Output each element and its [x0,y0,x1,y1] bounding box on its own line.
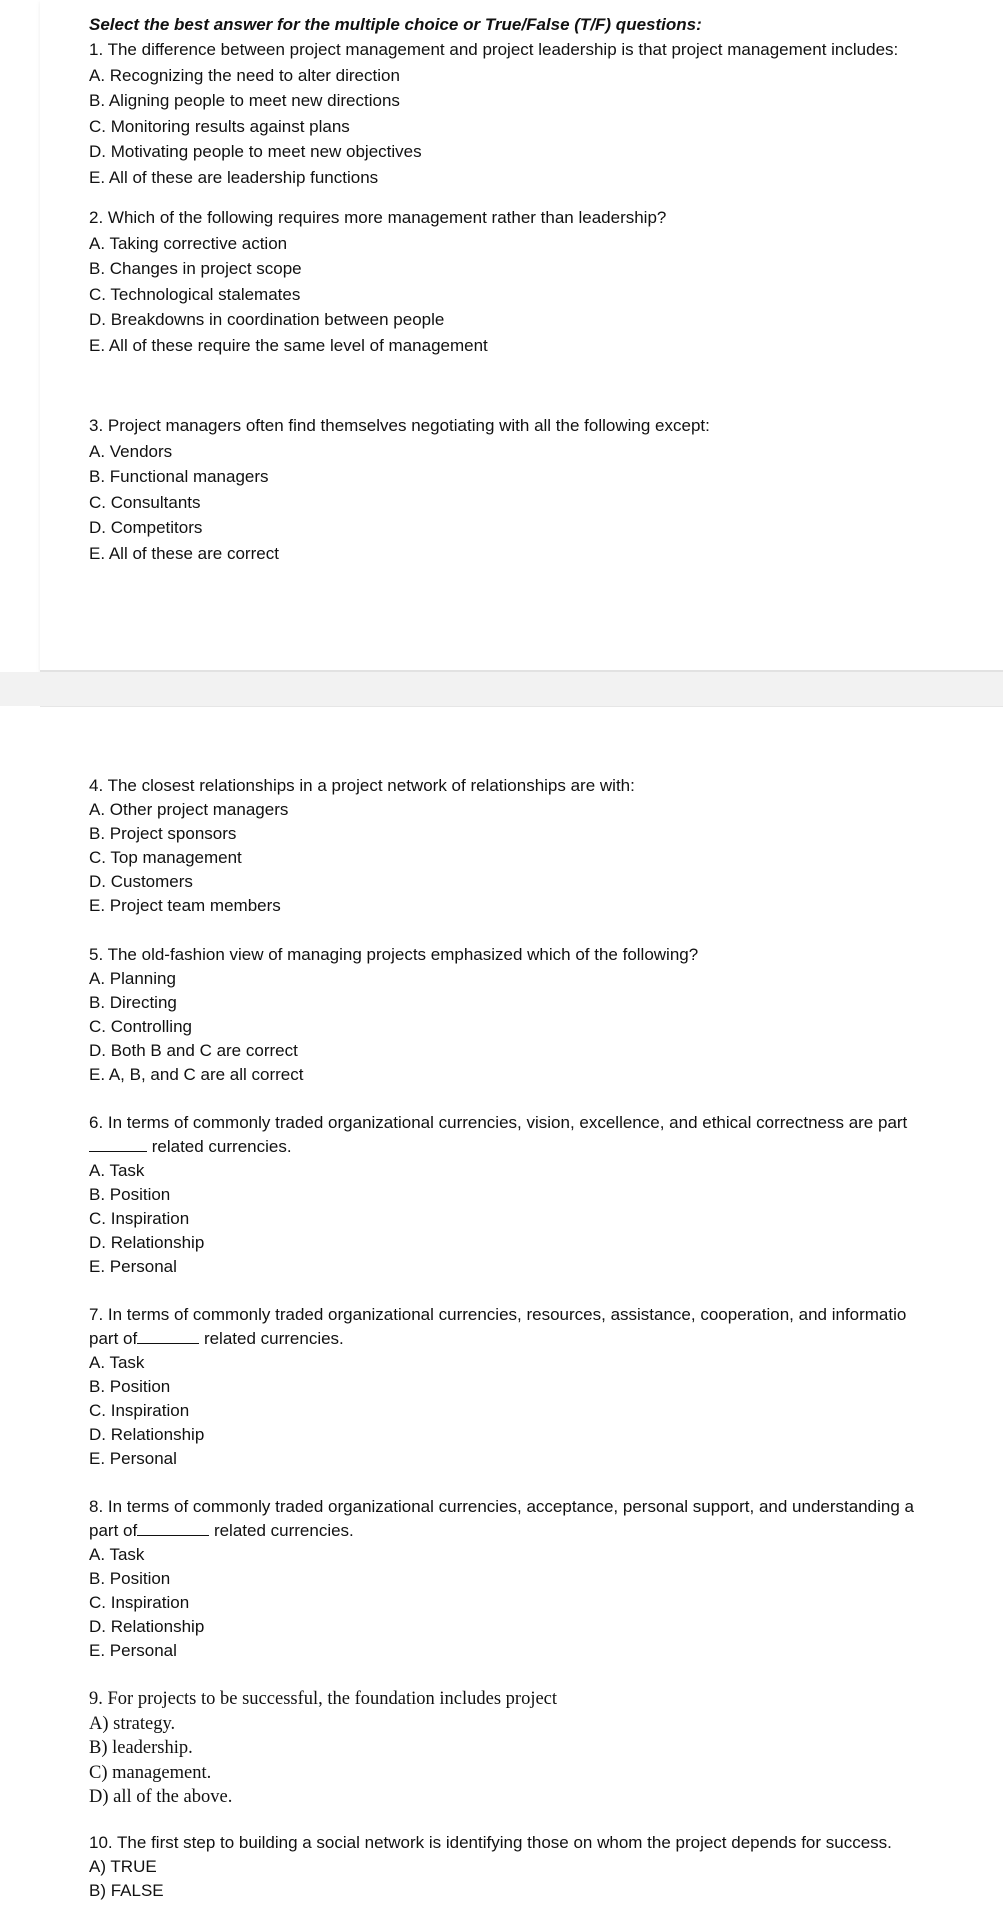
option-b: B. Position [89,1377,171,1396]
question-stem: 5. The old-fashion view of managing projects emphasized which of the following? [89,945,699,964]
option-c: C. Technological stalemates [89,284,301,304]
option-e: E. All of these are correct [89,543,279,563]
option-a: A) TRUE [89,1857,157,1876]
stem-tail: related currencies. [151,1137,292,1156]
question-stem: 2. Which of the following requires more management rather than leadership? [89,208,667,227]
option-d: D. Motivating people to meet new objectives [89,142,422,161]
option-b: B) leadership. [89,1738,193,1758]
option-a: A. Vendors [89,441,173,461]
option-d: D. Competitors [89,518,203,537]
option-d: D. Breakdowns in coordination between people [89,310,445,329]
option-b: B. Changes in project scope [89,259,302,278]
option-d: D. Relationship [89,1617,205,1636]
question-4 [89,774,1003,918]
option-b: B. Functional managers [89,467,269,486]
option-c: C. Top management [89,848,242,867]
answer-blank [137,1328,199,1344]
option-b: B. Position [89,1185,171,1204]
answer-blank [89,1136,147,1152]
stem-head: part of [89,1521,138,1540]
option-c: C. Inspiration [89,1401,190,1420]
option-e: E. A, B, and C are all correct [89,1065,304,1084]
option-b: B. Directing [89,993,177,1012]
question-stem-continued [89,1135,1003,1159]
option-a: A. Task [89,1161,145,1180]
question-1 [89,37,1003,190]
option-c: C. Inspiration [89,1209,190,1228]
option-e: E. All of these are leadership functions [89,167,379,187]
question-6 [89,1111,1003,1279]
question-stem: 1. The difference between project management and project leadership is that project management includes: [89,40,899,59]
option-b: B. Position [89,1569,171,1588]
question-7 [89,1303,1003,1471]
option-d: D) all of the above. [89,1787,233,1807]
option-a: A. Task [89,1353,145,1372]
question-2 [89,205,1003,358]
stem-tail: related currencies. [203,1329,344,1348]
option-c: C. Consultants [89,492,201,512]
option-c: C) management. [89,1762,212,1783]
stem-head: part of [89,1329,138,1348]
option-e: E. Personal [89,1449,177,1468]
question-stem: 6. In terms of commonly traded organizational currencies, vision, excellence, and ethical correctness are part [89,1113,908,1132]
option-d: D. Both B and C are correct [89,1041,298,1060]
question-stem: 3. Project managers often find themselves negotiating with all the following except: [89,416,710,435]
question-8 [89,1495,1003,1663]
question-stem: 8. In terms of commonly traded organizational currencies, acceptance, personal support, and understanding a [89,1497,914,1516]
question-stem: 4. The closest relationships in a project network of relationships are with: [89,776,635,795]
question-stem: 10. The first step to building a social network is identifying those on whom the project depends for success. [89,1833,892,1852]
option-e: E. Personal [89,1257,177,1276]
question-10 [89,1831,1003,1903]
option-d: D. Relationship [89,1233,205,1252]
option-a: A. Other project managers [89,800,289,819]
question-stem-continued [89,1519,1003,1543]
question-3 [89,413,1003,566]
page-gap [0,672,1003,706]
option-d: D. Customers [89,872,193,891]
option-a: A. Recognizing the need to alter direction [89,65,400,85]
option-a: A) strategy. [89,1713,176,1734]
question-5 [89,943,1003,1087]
option-a: A. Task [89,1545,145,1564]
option-c: C. Inspiration [89,1593,190,1612]
option-a: A. Planning [89,969,176,988]
question-stem-continued [89,1327,1003,1351]
option-b: B. Aligning people to meet new directions [89,91,400,110]
option-a: A. Taking corrective action [89,233,288,253]
option-b: B) FALSE [89,1881,164,1900]
instructions-heading: Select the best answer for the multiple choice or True/False (T/F) questions: [89,15,702,34]
answer-blank [137,1520,209,1536]
question-stem: 9. For projects to be successful, the foundation includes project [89,1689,558,1709]
option-b: B. Project sponsors [89,824,237,843]
question-stem: 7. In terms of commonly traded organizational currencies, resources, assistance, cooperation, and informatio [89,1305,907,1324]
option-e: E. Personal [89,1641,177,1660]
option-c: C. Controlling [89,1017,192,1036]
option-d: D. Relationship [89,1425,205,1444]
option-e: E. All of these require the same level of management [89,335,488,355]
option-c: C. Monitoring results against plans [89,116,350,136]
stem-tail: related currencies. [213,1521,354,1540]
question-9 [89,1687,1003,1810]
option-e: E. Project team members [89,896,281,915]
